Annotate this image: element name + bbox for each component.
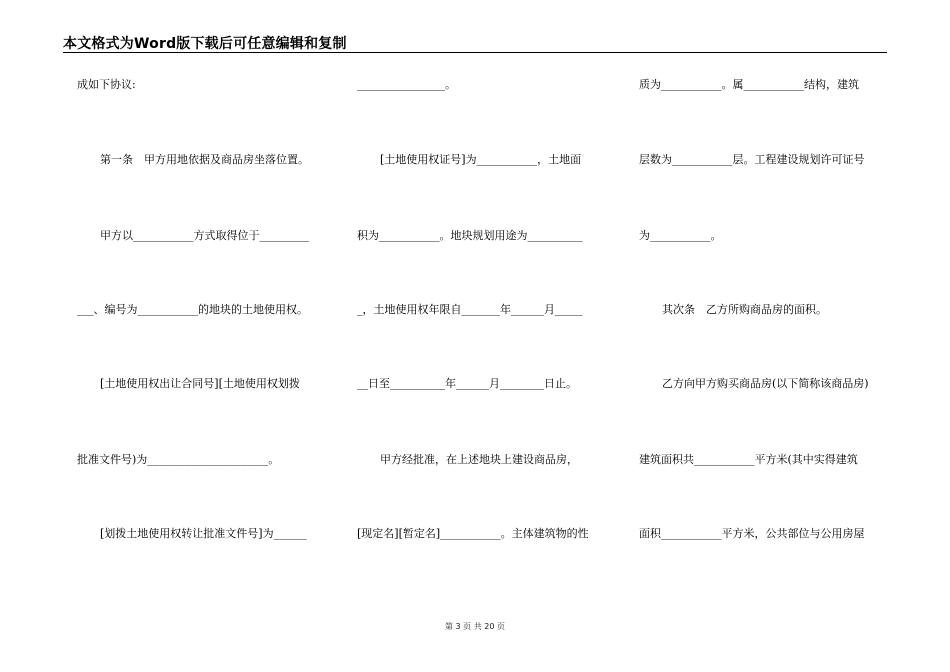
paragraph-line: 质为___________。属___________结构，建筑 [639,78,859,91]
paragraph-line: 第一条 甲方用地依据及商品房坐落位置。 [100,153,309,166]
paragraph-line: ________________。 [357,78,456,91]
paragraph-line: 乙方向甲方购买商品房(以下简称该商品房) [662,377,869,390]
paragraph-line: _，土地使用权年限自_______年______月_____ [357,303,583,316]
document-header-title: 本文格式为Word版下载后可任意编辑和复制 [63,36,347,52]
paragraph-line: [现定名][暂定名]___________。主体建筑物的性 [357,527,589,540]
paragraph-line: 其次条 乙方所购商品房的面积。 [662,303,827,316]
paragraph-line: 成如下协议: [77,78,136,91]
page-number-footer: 第 3 页 共 20 页 [445,622,505,631]
paragraph-line: [土地使用权证号]为___________，土地面 [380,153,582,166]
paragraph-line: 甲方经批准，在上述地块上建设商品房， [380,453,578,466]
paragraph-line: 批准文件号)为______________________。 [77,453,280,466]
paragraph-line: 建筑面积共___________平方米(其中实得建筑 [639,453,858,466]
paragraph-line: __日至__________年______月________日止。 [357,377,577,390]
paragraph-line: 甲方以___________方式取得位于_________ [100,229,309,242]
paragraph-line: 积为___________。地块规划用途为__________ [357,229,583,242]
paragraph-line: [土地使用权出让合同号][土地使用权划拨 [100,377,300,390]
paragraph-line: 为___________。 [639,229,722,242]
paragraph-line: [划拨土地使用权转让批准文件号]为______ [100,527,307,540]
header-divider [63,52,887,53]
paragraph-line: ___、编号为___________的地块的土地使用权。 [77,303,308,316]
paragraph-line: 面积___________平方米，公共部位与公用房屋 [639,527,865,540]
paragraph-line: 层数为___________层。工程建设规划许可证号 [639,153,865,166]
